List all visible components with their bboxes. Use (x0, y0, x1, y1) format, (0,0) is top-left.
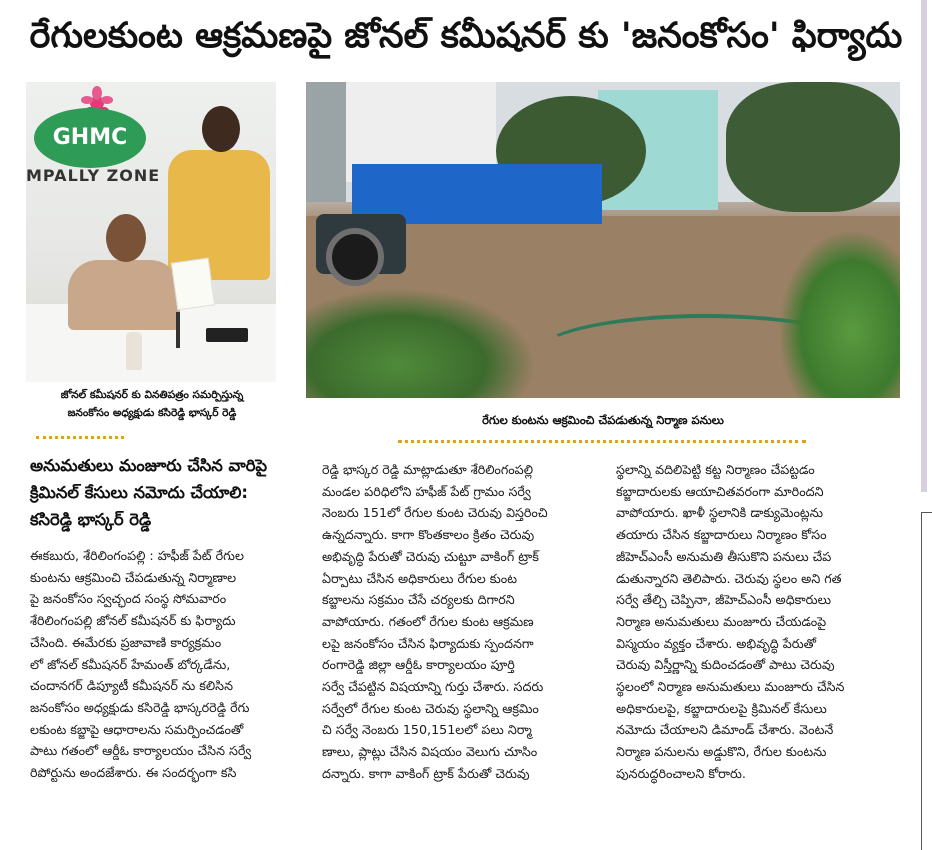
text-line: నిర్మాణ పనులను అడ్డుకొని, రేగుల కుంటను (616, 744, 827, 760)
dotted-separator (398, 440, 806, 447)
text-line: విస్మయం వ్యక్తం చేశారు. అభివృద్ధి పేరుతో (616, 635, 817, 651)
text-line: లో జోనల్ కమీషనర్ హేమంత్ బోర్కడేను, (30, 656, 231, 672)
tree (726, 82, 900, 212)
headline: రేగులకుంట ఆక్రమణపై జోనల్ కమీషనర్ కు 'జనంకోసం' ఫిర్యాదు (29, 16, 903, 56)
column-rule (921, 512, 922, 850)
ghmc-logo: GHMC (34, 108, 146, 168)
text-line: ణాలు, ప్లాట్లు చేసిన విషయం వెలుగు చూసిం (322, 744, 538, 760)
article-column-2 (322, 459, 606, 785)
page-edge-bar (921, 0, 927, 492)
text-line: దన్నారు. కాగా వాకింగ్ ట్రాక్ పేరుతో చెరువు (322, 765, 530, 781)
photo-commissioner-meeting (26, 82, 276, 382)
text-line: చేసింది. ఈమేరకు ప్రజావాణి కార్యక్రమం (30, 634, 222, 650)
photo-left-caption (16, 386, 288, 422)
phone (206, 328, 248, 342)
text-line: నమోదు చేయాలని డిమాండ్ చేశారు. వెంటనే (616, 722, 834, 738)
text-line: నెంబరు 151లో రేగుల కుంట చెరువు విస్తరించి (322, 505, 548, 521)
text-line: స్థలాన్ని వదిలిపెట్టి కట్ట నిర్మాణం చేపట్టడం (616, 462, 815, 477)
dotted-separator (36, 436, 124, 443)
text-line: ఏర్పాటు చేసిన అధికారులు రేగుల కుంట (322, 570, 518, 586)
text-line: జీహెచ్ఎంసీ అనుమతి తీసుకొని పనులు చేప (616, 548, 832, 564)
text-line: అధికారులపై, కబ్జాదారులపై క్రిమినల్ కేసులు (616, 700, 827, 716)
text-line: రెడ్డి భాస్కర రెడ్డి మాట్లాడుతూ శేరిలింగంపల్లి (322, 462, 533, 477)
text-line: రిపోర్టును అందజేశారు. ఈ సందర్భంగా కసి (30, 765, 237, 781)
zone-sign-text: MPALLY ZONE (26, 166, 161, 185)
text-line: పాటు గతంలో ఆర్డీఓ కార్యాలయం చేసిన సర్వే (30, 743, 252, 759)
text-line: సర్వే చేపట్టిన విషయాన్ని గుర్తు చేశారు. సదరు (322, 679, 544, 695)
caption-line: జోనల్ కమీషనర్ కు వినతిపత్రం సమర్పిస్తున్న (60, 389, 244, 401)
article-column-3 (616, 459, 902, 785)
text-line: డుతున్నారని తెలిపారు. చెరువు స్థలం అని గత (616, 570, 842, 586)
text-line: రంగారెడ్డి జిల్లా ఆర్డీఓ కార్యాలయం పూర్తి (322, 657, 515, 673)
text-line: చందానగర్ డిప్యూటీ కమీషనర్ ను కలిసిన (30, 678, 233, 694)
person-seated (68, 260, 180, 330)
text-line: వాపోయారు. గతంలో రేగుల కుంట ఆక్రమణ (322, 613, 534, 629)
tractor-wheel (326, 228, 384, 286)
text-line: సర్వేలో రేగుల కుంట చెరువు స్థలాన్ని ఆక్రమిం (322, 700, 539, 716)
text-line: చి సర్వే నెంబరు 150,151లలో పలు నిర్మా (322, 722, 532, 738)
text-line: అభివృద్ధి పేరుతో చెరువు చుట్టూ వాకింగ్ ట్రాక్ (322, 548, 539, 564)
text-line: తయారు చేసిన కబ్జాదారులు నిర్మాణం కోసం (616, 527, 827, 543)
petition-paper (171, 258, 215, 311)
text-line: జనంకోసం అధ్యక్షుడు కసిరెడ్డి భాస్కరరెడ్డి రేగు (30, 699, 250, 715)
article-column-1 (30, 545, 312, 784)
person-standing-head (202, 106, 240, 152)
text-line: చెరువు విస్తీర్ణాన్ని కుదించడంతో పాటు చెరువు (616, 657, 835, 673)
text-line: కబ్జాదారులకు ఆయాచితవరంగా మారిందని (616, 483, 824, 499)
column-rule (921, 512, 932, 513)
plant (780, 232, 900, 398)
text-line: లపై జనంకోసం చేసిన ఫిర్యాదుకు స్పందనగా (322, 635, 534, 651)
subheading-line: క్రిమినల్ కేసులు నమోదు చేయాలి: (30, 483, 248, 502)
subheading-line: కసిరెడ్డి భాస్కర్ రెడ్డి (30, 510, 152, 529)
text-line: కబ్జాలను సక్రమం చేసే చర్యలకు దిగారని (322, 592, 515, 608)
text-line: పునరుద్ధరించాలని కోరారు. (616, 765, 746, 781)
text-line: నిర్మాణ అనుమతులు మంజూరు చేయడంపై (616, 613, 827, 629)
water-bottle (126, 332, 142, 370)
text-line: శేరిలింగంపల్లి జోనల్ కమీషనర్ కు ఫిర్యాదు (30, 613, 236, 629)
text-line: మండల పరిధిలోని హఫీజ్ పేట్ గ్రామం సర్వే (322, 483, 531, 499)
text-line: పై జనంకోసం స్వచ్ఛంద సంస్థ సోమవారం (30, 591, 227, 607)
text-line: స్థలంలో నిర్మాణ అనుమతులు మంజూరు చేసిన (616, 679, 845, 695)
text-line: కుంటను ఆక్రమించి చేపడుతున్న నిర్మాణాల (30, 569, 237, 585)
text-line: వాపోయారు. ఖాళీ స్థలానికి డాక్యుమెంట్లను (616, 505, 824, 521)
building (306, 82, 346, 202)
photo-construction-site (306, 82, 900, 398)
microphone (176, 312, 180, 348)
subheading-line: అనుమతులు మంజూరు చేసిన వారిపై (30, 456, 268, 475)
person-seated-head (106, 214, 146, 262)
text-line: సర్వే తేల్చి చెప్పినా, జీహెచ్ఎంసీ అధికారులు (616, 592, 831, 608)
text-line: ఈకబురు, శేరిలింగంపల్లి : హఫీజ్ పేట్ రేగుల (30, 548, 244, 563)
text-line: లకుంట కబ్జాపై ఆధారాలను సమర్పించడంతో (30, 721, 244, 737)
text-line: ఉన్నదన్నారు. కాగా కొంతకాలం క్రితం చెరువు (322, 527, 535, 543)
plant (306, 288, 536, 398)
photo-right-caption: రేగుల కుంటను ఆక్రమించి చేపడుతున్న నిర్మాణ పనులు (482, 413, 724, 427)
subheading (30, 452, 320, 533)
caption-line: జనంకోసం అధ్యక్షుడు కసిరెడ్డి భాస్కర్ రెడ్డి (67, 407, 237, 419)
